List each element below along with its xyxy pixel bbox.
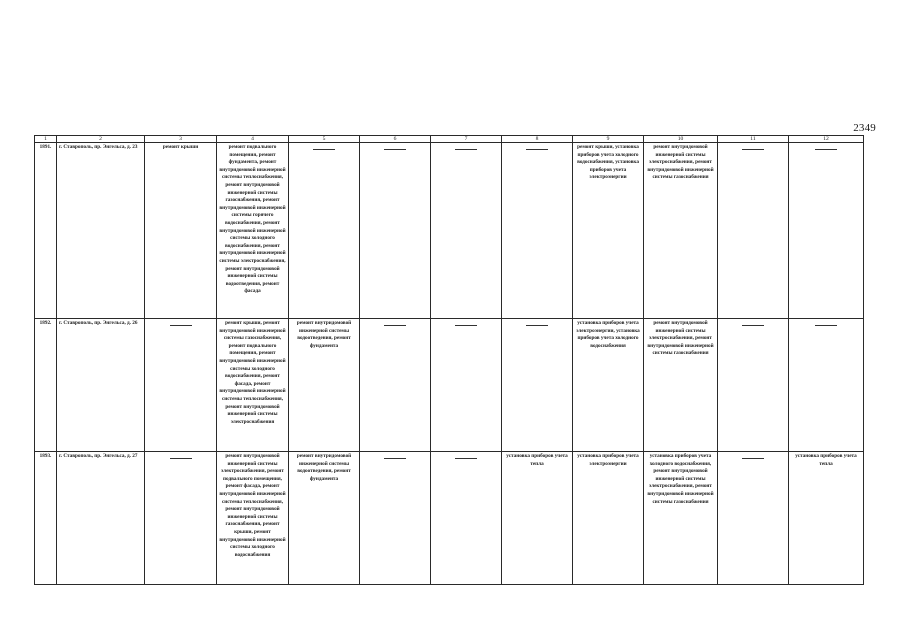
dash-mark	[170, 458, 192, 459]
row-number: 1893.	[35, 452, 57, 585]
work-cell: ремонт крыши, установка приборов учета холодного водоснабжения, установка приборов учета электроэнергии	[573, 143, 644, 319]
empty-cell	[431, 452, 502, 585]
empty-cell	[502, 143, 573, 319]
dash-mark	[384, 149, 406, 150]
page-number: 2349	[853, 122, 876, 134]
work-cell: ремонт крыши, ремонт внутридомовой инженерной системы газоснабжения, ремонт подвального помещения, ремонт внутридомовой инженерной системы холодного водоснабжения, ремонт фасада, ремонт внутридомовой инженерной системы теплоснабжения, ремонт внутридомовой инженерной системы электроснабжения	[217, 319, 289, 452]
column-number: 4	[217, 136, 289, 143]
work-cell: установка приборов учета электроэнергии	[573, 452, 644, 585]
dash-mark	[384, 325, 406, 326]
dash-mark	[455, 149, 477, 150]
empty-cell	[718, 319, 789, 452]
empty-cell	[431, 143, 502, 319]
dash-mark	[384, 458, 406, 459]
address-cell: г. Ставрополь, пр. Энгельса, д. 27	[57, 452, 145, 585]
address-cell: г. Ставрополь, пр. Энгельса, д. 26	[57, 319, 145, 452]
work-cell: установка приборов учета электроэнергии, установка приборов учета холодного водоснабжения	[573, 319, 644, 452]
empty-cell	[718, 143, 789, 319]
dash-mark	[313, 149, 335, 150]
dash-mark	[455, 325, 477, 326]
column-number: 7	[431, 136, 502, 143]
empty-cell	[360, 143, 431, 319]
work-cell: установка приборов учета тепла	[502, 452, 573, 585]
dash-mark	[742, 458, 764, 459]
column-number: 1	[35, 136, 57, 143]
empty-cell	[789, 319, 864, 452]
empty-cell	[289, 143, 360, 319]
address-cell: г. Ставрополь, пр. Энгельса, д. 23	[57, 143, 145, 319]
row-number: 1892.	[35, 319, 57, 452]
work-cell: ремонт внутридомовой инженерной системы электроснабжения, ремонт подвального помещения, ремонт фасада, ремонт внутридомовой инженерной системы теплоснабжения, ремонт внутридомовой инженерной системы газоснабжения, ремонт крыши, ремонт внутридомовой инженерной системы холодного водоснабжения	[217, 452, 289, 585]
work-cell: ремонт внутридомовой инженерной системы водоотведения, ремонт фундамента	[289, 319, 360, 452]
work-cell: ремонт внутридомовой инженерной системы электроснабжения, ремонт внутридомовой инженерной системы газоснабжения	[644, 319, 718, 452]
work-cell: ремонт подвального помещения, ремонт фундамента, ремонт внутридомовой инженерной системы теплоснабжения, ремонт внутридомовой инженерной системы газоснабжения, ремонт внутридомовой инженерной системы горячего водоснабжения, ремонт внутридомовой инженерной системы холодного водоснабжения, ремонт внутридомовой инженерной системы электроснабжения, ремонт внутридомовой инженерной системы водоотведения, ремонт фасада	[217, 143, 289, 319]
empty-cell	[360, 452, 431, 585]
empty-cell	[145, 319, 217, 452]
empty-cell	[145, 452, 217, 585]
column-number: 8	[502, 136, 573, 143]
dash-mark	[742, 325, 764, 326]
dash-mark	[455, 458, 477, 459]
dash-mark	[815, 325, 837, 326]
dash-mark	[742, 149, 764, 150]
empty-cell	[360, 319, 431, 452]
empty-cell	[431, 319, 502, 452]
dash-mark	[170, 325, 192, 326]
work-cell: ремонт внутридомовой инженерной системы электроснабжения, ремонт внутридомовой инженерной системы газоснабжения	[644, 143, 718, 319]
column-number: 10	[644, 136, 718, 143]
row-number: 1891.	[35, 143, 57, 319]
work-cell: установка приборов учета холодного водоснабжения, ремонт внутридомовой инженерной системы электроснабжения, ремонт внутридомовой инженерной системы газоснабжения	[644, 452, 718, 585]
work-cell: установка приборов учета тепла	[789, 452, 864, 585]
table-row	[35, 319, 864, 452]
empty-cell	[718, 452, 789, 585]
column-number: 2	[57, 136, 145, 143]
work-cell: ремонт внутридомовой инженерной системы водоотведения, ремонт фундамента	[289, 452, 360, 585]
work-cell: ремонт крыши	[145, 143, 217, 319]
column-number: 6	[360, 136, 431, 143]
column-number: 12	[789, 136, 864, 143]
table-row	[35, 452, 864, 585]
dash-mark	[815, 149, 837, 150]
empty-cell	[502, 319, 573, 452]
program-table	[34, 135, 864, 585]
dash-mark	[526, 325, 548, 326]
column-number-row	[35, 136, 864, 143]
table-row	[35, 143, 864, 319]
empty-cell	[789, 143, 864, 319]
column-number: 5	[289, 136, 360, 143]
column-number: 9	[573, 136, 644, 143]
column-number: 3	[145, 136, 217, 143]
dash-mark	[526, 149, 548, 150]
column-number: 11	[718, 136, 789, 143]
